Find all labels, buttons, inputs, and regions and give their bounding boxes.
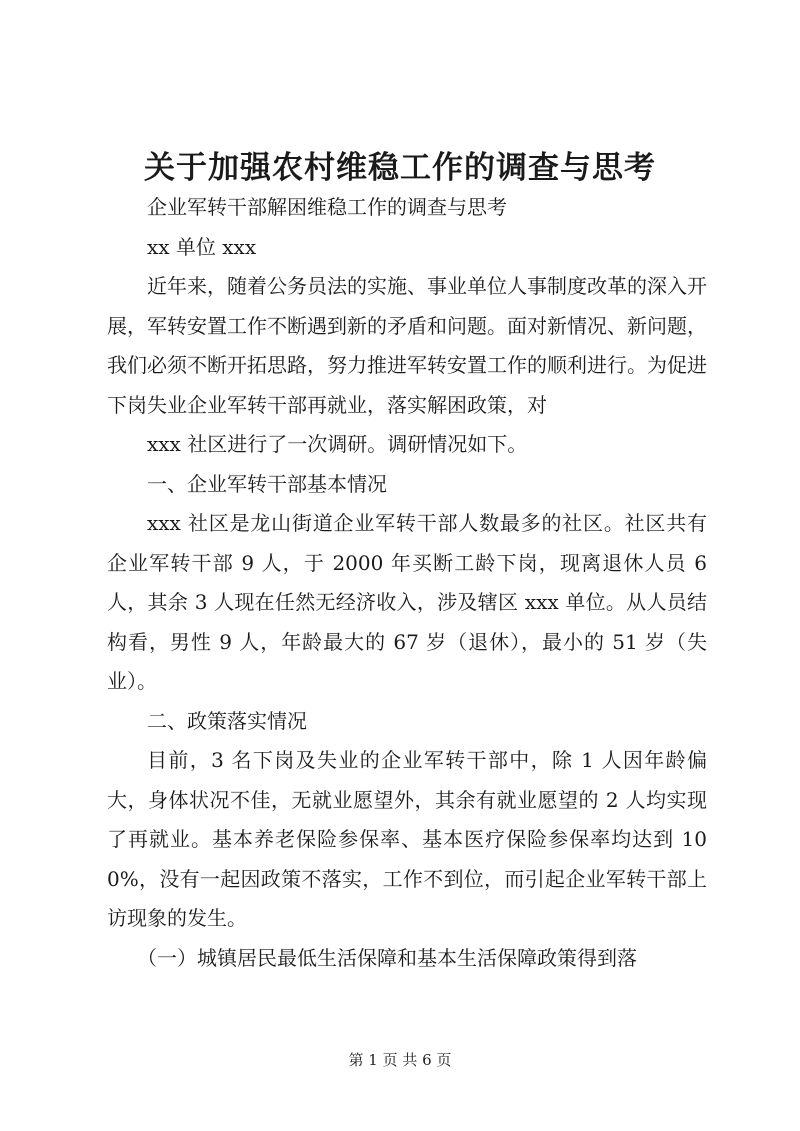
section-heading-basic: 一、企业军转干部基本情况 — [147, 471, 387, 496]
document-body — [107, 188, 707, 978]
subsection-heading: （一）城镇居民最低生活保障和基本生活保障政策得到落 — [137, 945, 637, 970]
document-title: 关于加强农村维稳工作的调查与思考 — [144, 150, 656, 186]
subtitle-paragraph: 企业军转干部解困维稳工作的调查与思考 — [147, 195, 507, 219]
policy-paragraph: 目前，3 名下岗及失业的企业军转干部中，除 1 人因年龄偏大，身体状况不佳，无就业愿望外，其余有就业愿望的 2 人均实现了再就业。基本养老保险参保率、基本医疗保险参保率均达到 100%，没有一起因政策不落实，工作不到位，而引起企业军转干部上访现象的发生。 — [107, 748, 707, 930]
intro-continued-paragraph: xxx 社区进行了一次调研。调研情况如下。 — [147, 432, 528, 456]
intro-paragraph: 近年来，随着公务员法的实施、事业单位人事制度改革的深入开展，军转安置工作不断遇到新的矛盾和问题。面对新情况、新问题，我们必须不断开拓思路，努力推进军转安置工作的顺利进行。为促进下岗失业企业军转干部再就业，落实解困政策，对 — [107, 274, 707, 417]
basic-info-paragraph: xxx 社区是龙山街道企业军转干部人数最多的社区。社区共有企业军转干部 9 人，于 2000 年买断工龄下岗，现离退休人员 6 人，其余 3 人现在任然无经济收入，涉及辖区 xxx 单位。从人员结构看，男性 9 人，年龄最大的 67 岁（退休），最小的 51 岁（失业）。 — [107, 511, 707, 693]
author-paragraph: xx 单位 xxx — [147, 234, 257, 259]
page-footer: 第 1 页 共 6 页 — [348, 1051, 452, 1069]
section-heading-policy: 二、政策落实情况 — [147, 708, 307, 733]
